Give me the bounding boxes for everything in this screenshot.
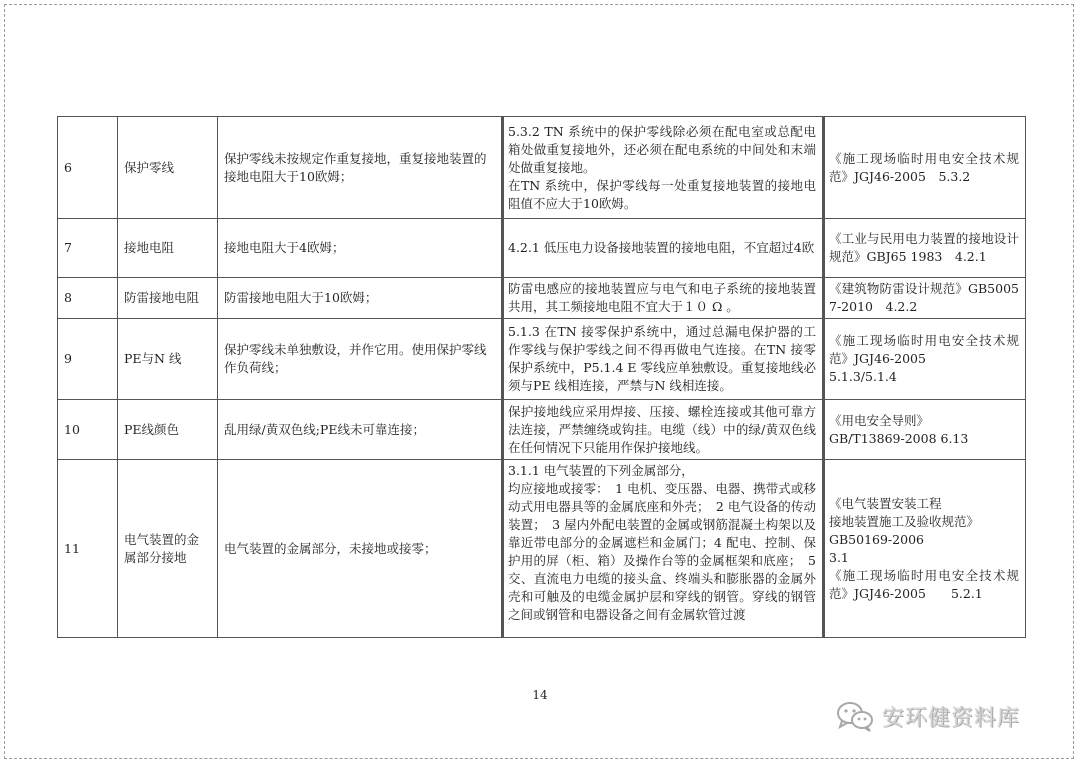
clause-paragraph: 5.1.3 在TN 接零保护系统中，通过总漏电保护器的工作零线与保护零线之间不得再做电气连接。在TN 接零保护系统中，P5.1.4 E 零线应单独敷设。重复接地线必须与PE 线相连接，严禁与N 线相连接。 — [508, 324, 816, 393]
page-number: 14 — [532, 688, 548, 702]
table-row — [58, 219, 1026, 278]
clause-paragraph: 3.1.1 电气装置的下列金属部分， — [508, 463, 694, 478]
standard-clause — [502, 400, 823, 460]
reference-line: 3.1 — [829, 549, 849, 565]
reference-line: 《电气装置安装工程 — [829, 495, 942, 511]
reference-line: 5.1.3/5.1.4 — [829, 369, 897, 384]
standard-clause — [502, 319, 823, 400]
row-number: 8 — [58, 278, 118, 319]
clause-paragraph: 4.2.1 低压电力设备接地装置的接地电阻，不宜超过4欧 — [508, 240, 815, 255]
clause-paragraph: 5.3.2 TN 系统中的保护零线除必须在配电室或总配电箱处做重复接地外，还必须在配电系统的中间处和末端处做重复接地。 — [508, 123, 816, 175]
issue-description: 保护零线未单独敷设，并作它用。使用保护零线作负荷线； — [218, 319, 502, 400]
reference-line: 《施工现场临时用电安全技术规范》JGJ46-2005 — [829, 333, 1019, 366]
inspection-item: 接地电阻 — [118, 219, 218, 278]
reference-standard — [823, 319, 1026, 400]
clause-paragraph: 均应接地或接零： 1 电机、变压器、电器、携带式或移动式用电器具等的金属底座和外壳； 2 电气设备的传动装置； 3 屋内外配电装置的金属或钢筋混凝土构架以及靠近带电部分的金属遮栏和金属门；4 配电、控制、保护用的屏（柜、箱）及操作台等的金属框架和底座； 5 交、直流电力电缆的接头盒、终端头和膨胀器的金属外壳和可触及的电缆金属护层和穿线的钢管。穿线的钢管之间或钢管和电器设备之间有金属软管过渡 — [508, 481, 816, 622]
issue-description: 乱用绿/黄双色线;PE线未可靠连接； — [218, 400, 502, 460]
issue-description: 保护零线未按规定作重复接地，重复接地装置的接地电阻大于10欧姆； — [218, 117, 502, 219]
standard-clause — [502, 219, 823, 278]
row-number: 9 — [58, 319, 118, 400]
watermark — [836, 700, 1020, 732]
watermark-text: 安环健资料库 — [882, 705, 1021, 731]
wechat-icon — [836, 700, 874, 732]
reference-line: GB/T13869-2008 6.13 — [829, 430, 969, 446]
reference-line: 接地装置施工及验收规范》 — [829, 513, 980, 529]
inspection-item: 电气装置的金属部分接地 — [118, 460, 218, 638]
standard-clause — [502, 460, 823, 638]
table-row — [58, 400, 1026, 460]
reference-line: 《用电安全导则》 — [829, 412, 930, 428]
clause-paragraph: 防雷电感应的接地装置应与电气和电子系统的接地装置共用，其工频接地电阻不宜大于１０ Ω 。 — [508, 281, 816, 314]
clause-paragraph: 保护接地线应采用焊接、压接、螺栓连接或其他可靠方法连接，严禁缠绕或钩挂。电缆（线）中的绿/黄双色线在任何情况下只能用作保护接地线。 — [508, 403, 816, 455]
reference-standard — [823, 117, 1026, 219]
inspection-item: 保护零线 — [118, 117, 218, 219]
row-number: 10 — [58, 400, 118, 460]
reference-standard — [823, 219, 1026, 278]
inspection-item: 防雷接地电阻 — [118, 278, 218, 319]
reference-standard — [823, 460, 1026, 638]
inspection-item: PE线颜色 — [118, 400, 218, 460]
safety-inspection-table — [57, 116, 1026, 638]
reference-line: GB50169-2006 — [829, 531, 924, 547]
table-row — [58, 117, 1026, 219]
row-number: 11 — [58, 460, 118, 638]
reference-line: 《施工现场临时用电安全技术规范》JGJ46-2005 5.3.2 — [829, 150, 1019, 184]
reference-line: 《施工现场临时用电安全技术规范》JGJ46-2005 5.2.1 — [829, 567, 1019, 601]
standard-clause — [502, 278, 823, 319]
issue-description: 防雷接地电阻大于10欧姆； — [218, 278, 502, 319]
row-number: 6 — [58, 117, 118, 219]
table-row — [58, 278, 1026, 319]
reference-standard — [823, 278, 1026, 319]
issue-description: 接地电阻大于4欧姆； — [218, 219, 502, 278]
row-number: 7 — [58, 219, 118, 278]
table-row — [58, 460, 1026, 638]
clause-paragraph: 在TN 系统中，保护零线每一处重复接地装置的接地电阻值不应大于10欧姆。 — [508, 177, 816, 211]
issue-description: 电气装置的金属部分，未接地或接零； — [218, 460, 502, 638]
table-row — [58, 319, 1026, 400]
reference-standard — [823, 400, 1026, 460]
reference-line: 《建筑物防雷设计规范》GB50057-2010 4.2.2 — [829, 281, 1019, 314]
inspection-item: PE与N 线 — [118, 319, 218, 400]
standard-clause — [502, 117, 823, 219]
reference-line: 《工业与民用电力装置的接地设计规范》GBJ65 1983 4.2.1 — [829, 231, 1019, 264]
